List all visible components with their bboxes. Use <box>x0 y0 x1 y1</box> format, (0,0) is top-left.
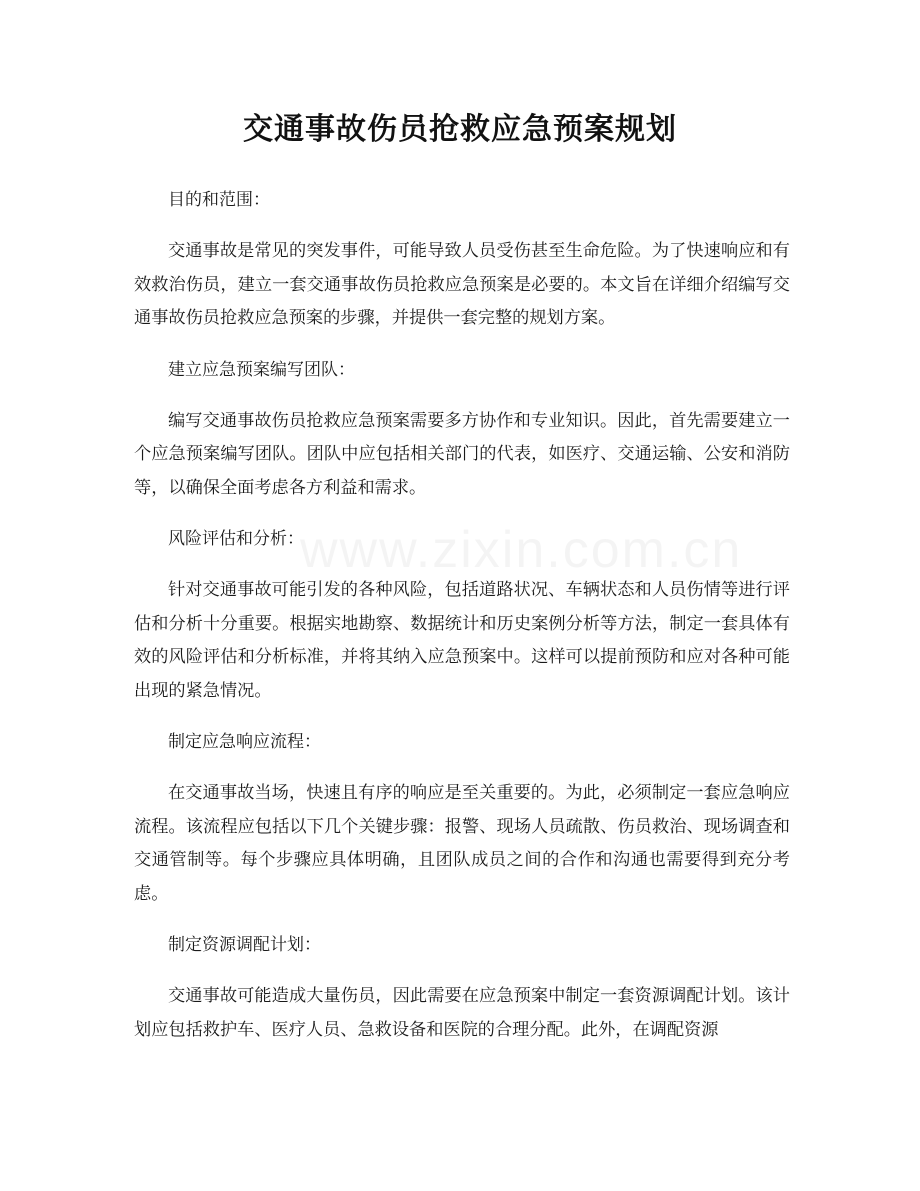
document-title: 交通事故伤员抢救应急预案规划 <box>243 112 677 147</box>
document-body <box>134 184 790 1065</box>
section-paragraph-purpose: 交通事故是常见的突发事件，可能导致人员受伤甚至生命危险。为了快速响应和有效救治伤员，建立一套交通事故伤员抢救应急预案是必要的。本文旨在详细介绍编写交通事故伤员抢救应急预案的步骤，并提供一套完整的规划方案。 <box>134 241 790 328</box>
section-heading-response: 制定应急响应流程： <box>168 732 321 752</box>
section-heading-resources: 制定资源调配计划： <box>168 935 321 955</box>
section-paragraph-resources: 交通事故可能造成大量伤员，因此需要在应急预案中制定一套资源调配计划。该计划应包括救护车、医疗人员、急救设备和医院的合理分配。此外，在调配资源 <box>134 986 790 1040</box>
section-paragraph-team: 编写交通事故伤员抢救应急预案需要多方协作和专业知识。因此，首先需要建立一个应急预案编写团队。团队中应包括相关部门的代表，如医疗、交通运输、公安和消防等，以确保全面考虑各方利益和需求。 <box>134 410 790 498</box>
section-paragraph-response: 在交通事故当场，快速且有序的响应是至关重要的。为此，必须制定一套应急响应流程。该流程应包括以下几个关键步骤：报警、现场人员疏散、伤员救治、现场调查和交通管制等。每个步骤应具体明确，且团队成员之间的合作和沟通也需要得到充分考虑。 <box>134 783 790 904</box>
section-paragraph-risk: 针对交通事故可能引发的各种风险，包括道路状况、车辆状态和人员伤情等进行评估和分析十分重要。根据实地勘察、数据统计和历史案例分析等方法，制定一套具体有效的风险评估和分析标准，并将其纳入应急预案中。这样可以提前预防和应对各种可能出现的紧急情况。 <box>134 580 790 701</box>
section-heading-purpose: 目的和范围： <box>168 190 270 210</box>
section-heading-risk: 风险评估和分析： <box>168 529 304 549</box>
section-heading-team: 建立应急预案编写团队： <box>168 359 355 380</box>
